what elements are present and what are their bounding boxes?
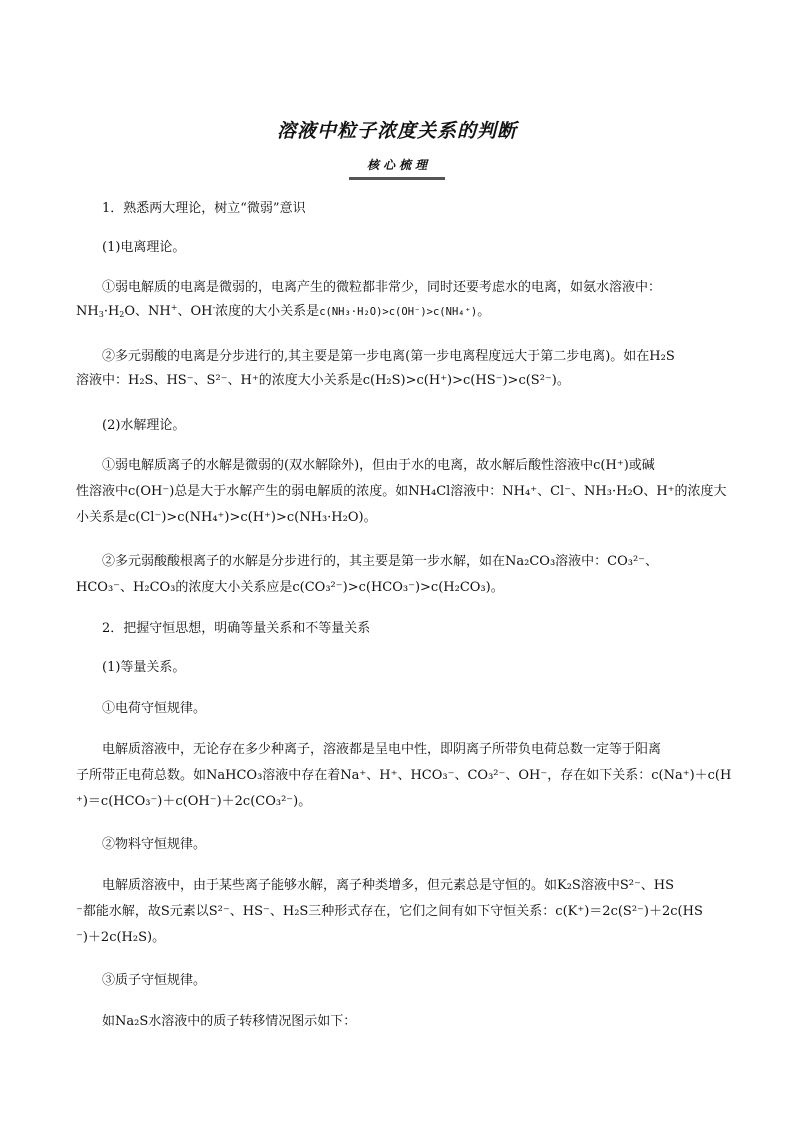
paragraph-line: 小关系是c(Cl⁻)>c(NH₄⁺)>c(H⁺)>c(NH₃·H₂O)。 [76,510,377,525]
equal-relation-heading: (1)等量关系。 [102,660,186,675]
proton-conservation-heading: ③质子守恒规律。 [102,973,207,988]
hydrolysis-theory-heading: (2)水解理论。 [102,418,186,433]
paragraph-line: 溶液中：H₂S、HS⁻、S²⁻、H⁺的浓度大小关系是c(H₂S)>c(H⁺)>c(HS⁻)>c(S²⁻)。 [76,373,570,388]
charge-conservation-heading: ①电荷守恒规律。 [102,701,207,716]
subtitle-wrap [0,154,794,180]
paragraph-line: ⁻都能水解，故S元素以S²⁻、HS⁻、H₂S三种形式存在，它们之间有如下守恒关系：c(K⁺)＝2c(S²⁻)＋2c(HS [76,904,703,919]
paragraph-line: ①弱电解质离子的水解是微弱的(双水解除外)，但由于水的电离，故水解后酸性溶液中c(H⁺)或碱 [102,458,655,473]
material-conservation-heading: ②物料守恒规律。 [102,837,207,852]
paragraph-line: $NH_3\cdot H_2O$、NH+、OH-浓度的大小关系是c(NH₃·H₂O)>c(OH⁻)>c(NH₄⁺)。 [76,303,491,319]
paragraph-line: ②多元弱酸的电离是分步进行的,其主要是第一步电离(第一步电离程度远大于第二步电离)。如在H₂S [102,349,675,364]
paragraph-line: HCO₃⁻、H₂CO₃的浓度大小关系应是c(CO₃²⁻)>c(HCO₃⁻)>c(H₂CO₃)。 [76,580,504,595]
paragraph-line: 电解质溶液中，无论存在多少种离子，溶液都是呈电中性，即阴离子所带负电荷总数一定等于阳离 [102,742,662,757]
section-2-heading: 2．把握守恒思想，明确等量关系和不等量关系 [102,621,371,636]
paragraph-line: ②多元弱酸酸根离子的水解是分步进行的，其主要是第一步水解，如在Na₂CO₃溶液中：CO₃²⁻、 [102,554,659,569]
section-subtitle: 核心梳理 [349,156,445,180]
paragraph-line: 子所带正电荷总数。如NaHCO₃溶液中存在着Na⁺、H⁺、HCO₃⁻、CO₃²⁻、OH⁻，存在如下关系：c(Na⁺)＋c(H [76,768,732,783]
page-title: 溶液中粒子浓度关系的判断 [276,120,517,142]
paragraph-line: ①弱电解质的电离是微弱的，电离产生的微粒都非常少，同时还要考虑水的电离，如氨水溶液中： [102,280,662,295]
paragraph-line: 如Na₂S水溶液中的质子转移情况图示如下： [102,1014,357,1029]
paragraph-line: 性溶液中c(OH⁻)总是大于水解产生的弱电解质的浓度。如NH₄Cl溶液中：NH₄⁺、Cl⁻、NH₃·H₂O、H⁺的浓度大 [76,484,727,499]
ionization-theory-heading: (1)电离理论。 [102,240,186,255]
paragraph-line: 电解质溶液中，由于某些离子能够水解，离子种类增多，但元素总是守恒的。如K₂S溶液中S²⁻、HS [102,878,675,893]
section-1-heading: 1．熟悉两大理论，树立“微弱”意识 [102,201,306,216]
paragraph-line: ⁺)＝c(HCO₃⁻)＋c(OH⁻)＋2c(CO₃²⁻)。 [76,794,312,809]
paragraph-line: ⁻)＋2c(H₂S)。 [76,930,166,945]
